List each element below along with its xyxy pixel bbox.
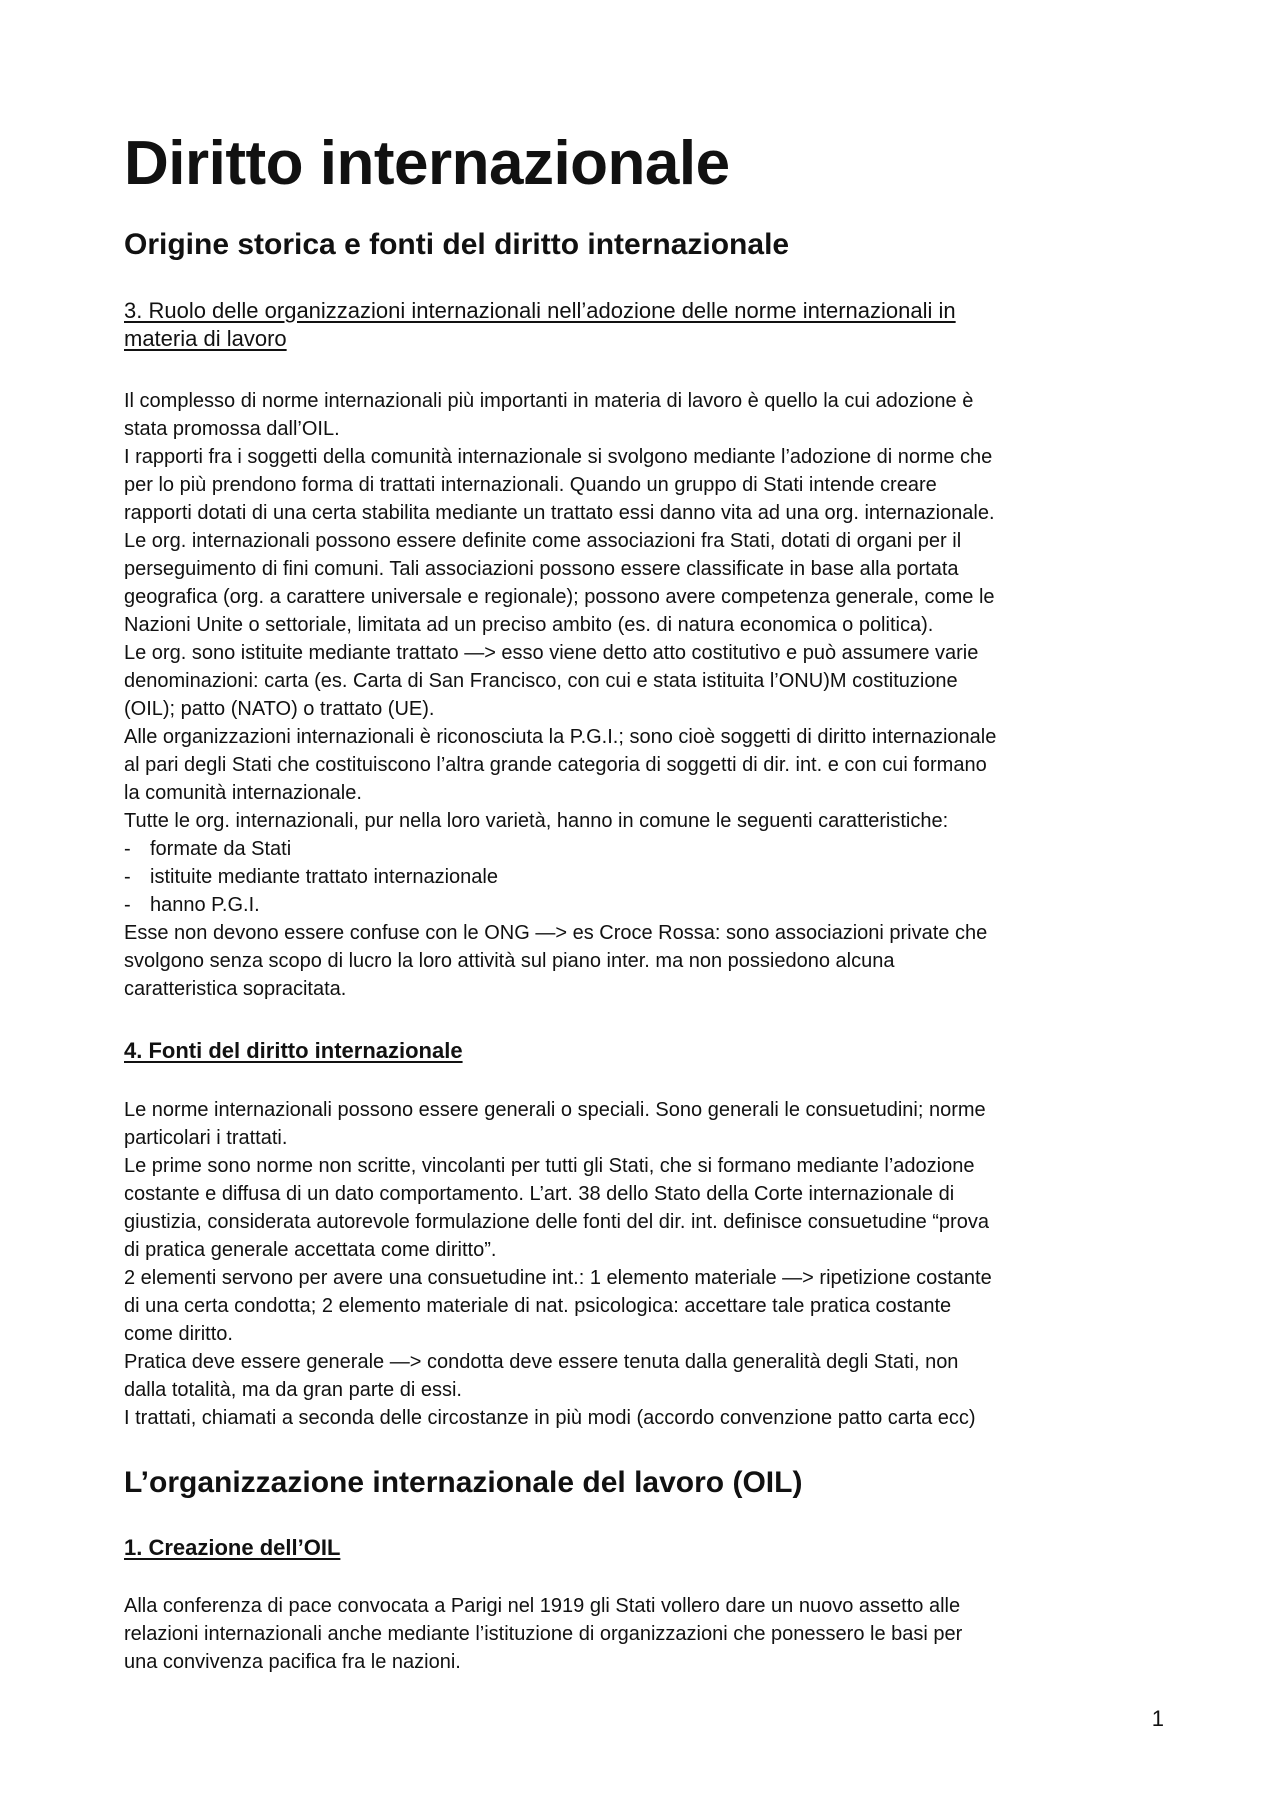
paragraph-line: di una certa condotta; 2 elemento materiale di nat. psicologica: accettare tale pratica costante [124, 1295, 952, 1317]
paragraph-line: dalla totalità, ma da gran parte di essi. [124, 1379, 462, 1401]
document-title: Diritto internazionale [124, 129, 730, 198]
paragraph-line: geografica (org. a carattere universale e regionale); possono avere competenza generale, come le [124, 586, 995, 608]
paragraph-line: Le prime sono norme non scritte, vincolanti per tutti gli Stati, che si formano mediante l’adozione [124, 1155, 975, 1177]
paragraph-line: costante e diffusa di un dato comportamento. L’art. 38 dello Stato della Corte internazionale di [124, 1183, 955, 1205]
paragraph-line: caratteristica sopracitata. [124, 978, 347, 1000]
subsection-heading-3 [124, 297, 1164, 353]
paragraph-line: denominazioni: carta (es. Carta di San Francisco, con cui e stata istituita l’ONU)M costituzione [124, 670, 958, 692]
paragraph-line: come diritto. [124, 1323, 233, 1345]
paragraph-line: la comunità internazionale. [124, 782, 362, 804]
paragraph-line: Alle organizzazioni internazionali è riconosciuta la P.G.I.; sono cioè soggetti di diritto internazionale [124, 726, 997, 748]
paragraph-line: Tutte le org. internazionali, pur nella loro varietà, hanno in comune le seguenti caratteristiche: [124, 810, 949, 832]
paragraph-block-4 [124, 1096, 1164, 1432]
paragraph-line: perseguimento di fini comuni. Tali associazioni possono essere classificate in base alla portata [124, 558, 959, 580]
paragraph-line: di pratica generale accettata come diritto”. [124, 1239, 497, 1261]
bullet-text: formate da Stati [150, 838, 292, 860]
paragraph-line: 2 elementi servono per avere una consuetudine int.: 1 elemento materiale —> ripetizione costante [124, 1267, 992, 1289]
paragraph-line: svolgono senza scopo di lucro la loro attività sul piano inter. ma non possiedono alcuna [124, 950, 895, 972]
dash-bullet-icon: - [124, 838, 131, 860]
paragraph-line: (OIL); patto (NATO) o trattato (UE). [124, 698, 435, 720]
section-heading-origine: Origine storica e fonti del diritto internazionale [124, 228, 790, 261]
paragraph-line: Pratica deve essere generale —> condotta deve essere tenuta dalla generalità degli Stati, non [124, 1351, 959, 1373]
paragraph-line: Il complesso di norme internazionali più importanti in materia di lavoro è quello la cui adozione è [124, 390, 974, 412]
bullet-item [124, 863, 1164, 891]
paragraph-line: particolari i trattati. [124, 1127, 288, 1149]
paragraph-line: Le org. internazionali possono essere definite come associazioni fra Stati, dotati di organi per il [124, 530, 962, 552]
paragraph-line: giustizia, considerata autorevole formulazione delle fonti del dir. int. definisce consuetudine “prova [124, 1211, 989, 1233]
paragraph-line: Esse non devono essere confuse con le ONG —> es Croce Rossa: sono associazioni private che [124, 922, 988, 944]
section-heading-oil: L’organizzazione internazionale del lavoro (OIL) [124, 1466, 803, 1499]
dash-bullet-icon: - [124, 894, 131, 916]
bullet-item [124, 835, 1164, 863]
paragraph-line: per lo più prendono forma di trattati internazionali. Quando un gruppo di Stati intende creare [124, 474, 937, 496]
paragraph-line: al pari degli Stati che costituiscono l’altra grande categoria di soggetti di dir. int. e con cui formano [124, 754, 987, 776]
paragraph-line: Alla conferenza di pace convocata a Parigi nel 1919 gli Stati vollero dare un nuovo assetto alle [124, 1595, 961, 1617]
paragraph-line: Le org. sono istituite mediante trattato —> esso viene detto atto costitutivo e può assumere varie [124, 642, 979, 664]
bullet-text: hanno P.G.I. [150, 894, 260, 916]
paragraph-block-3a [124, 387, 1164, 1003]
page-number: 1 [1151, 1706, 1164, 1731]
dash-bullet-icon: - [124, 866, 131, 888]
bullet-text: istituite mediante trattato internazionale [150, 866, 498, 888]
subsection-heading-creazione: 1. Creazione dell’OIL [124, 1535, 341, 1560]
paragraph-line: una convivenza pacifica fra le nazioni. [124, 1651, 461, 1673]
paragraph-line: I rapporti fra i soggetti della comunità internazionale si svolgono mediante l’adozione di norme che [124, 446, 993, 468]
bullet-item [124, 891, 1164, 919]
paragraph-block-oil [124, 1592, 1164, 1676]
paragraph-line: I trattati, chiamati a seconda delle circostanze in più modi (accordo convenzione patto carta ecc) [124, 1407, 976, 1429]
paragraph-line: rapporti dotati di una certa stabilita mediante un trattato essi danno vita ad una org. internazionale. [124, 502, 995, 524]
paragraph-line: Nazioni Unite o settoriale, limitata ad un preciso ambito (es. di natura economica o politica). [124, 614, 934, 636]
subsection-heading-line: 3. Ruolo delle organizzazioni internazionali nell’adozione delle norme internazionali in [124, 298, 956, 323]
paragraph-line: stata promossa dall’OIL. [124, 418, 340, 440]
subsection-heading-line: materia di lavoro [124, 326, 287, 351]
paragraph-line: relazioni internazionali anche mediante l’istituzione di organizzazioni che ponessero le basi per [124, 1623, 963, 1645]
subsection-heading-4: 4. Fonti del diritto internazionale [124, 1038, 463, 1063]
paragraph-line: Le norme internazionali possono essere generali o speciali. Sono generali le consuetudini; norme [124, 1099, 986, 1121]
